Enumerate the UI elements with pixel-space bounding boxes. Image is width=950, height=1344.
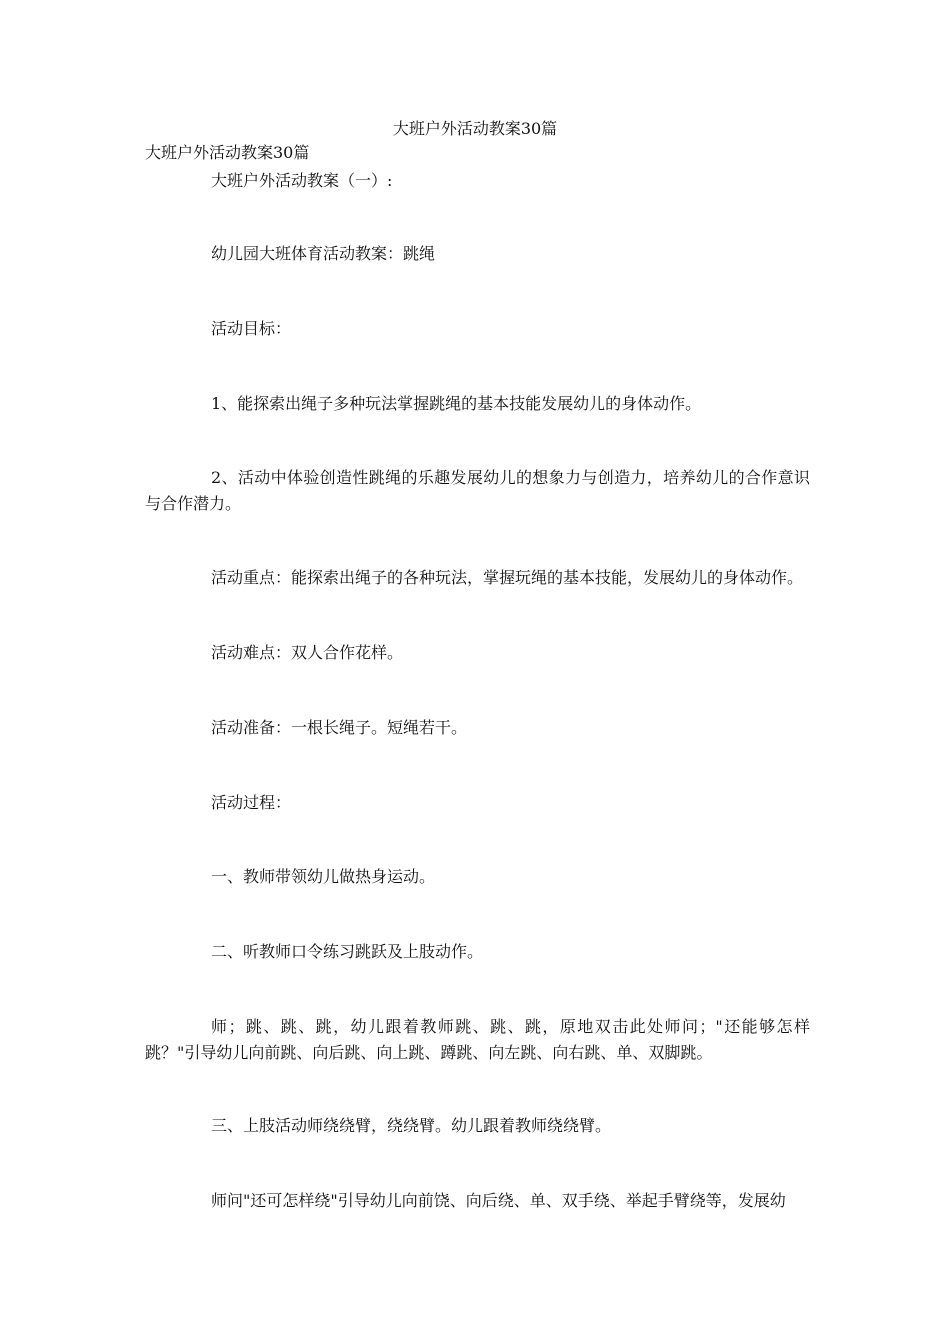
process-heading: 活动过程：	[211, 793, 292, 812]
section-heading-1: 大班户外活动教案（一）:	[211, 171, 393, 190]
objective-2: 2、活动中体验创造性跳绳的乐趣发展幼儿的想象力与创造力，培养幼儿的合作意识与合作潜力。	[145, 468, 810, 513]
step-1: 一、教师带领幼儿做热身运动。	[211, 867, 436, 886]
step-3: 三、上肢活动师绕绕臂，绕绕臂。幼儿跟着教师绕绕臂。	[211, 1116, 612, 1135]
key-point: 活动重点：能探索出绳子的各种玩法，掌握玩绳的基本技能，发展幼儿的身体动作。	[211, 568, 804, 587]
objective-1: 1、能探索出绳子多种玩法掌握跳绳的基本技能发展幼儿的身体动作。	[211, 394, 702, 413]
preparation: 活动准备：一根长绳子。短绳若干。	[211, 718, 468, 737]
document-title: 大班户外活动教案30篇	[392, 119, 558, 138]
lesson-title: 幼儿园大班体育活动教案：跳绳	[211, 244, 436, 263]
step-2: 二、听教师口令练习跳跃及上肢动作。	[211, 942, 484, 961]
step-2-detail: 师；跳、跳、跳，幼儿跟着教师跳、跳、跳，原地双击此处师问；"还能够怎样跳？"引导幼儿向前跳、向后跳、向上跳、蹲跳、向左跳、向右跳、单、双脚跳。	[145, 1017, 810, 1062]
step-3-detail: 师问"还可怎样绕"引导幼儿向前饶、向后绕、单、双手绕、举起手臂绕等，发展幼	[211, 1191, 786, 1210]
difficulty: 活动难点：双人合作花样。	[211, 643, 404, 662]
document-subtitle: 大班户外活动教案30篇	[145, 143, 310, 162]
objectives-heading: 活动目标：	[211, 319, 292, 338]
